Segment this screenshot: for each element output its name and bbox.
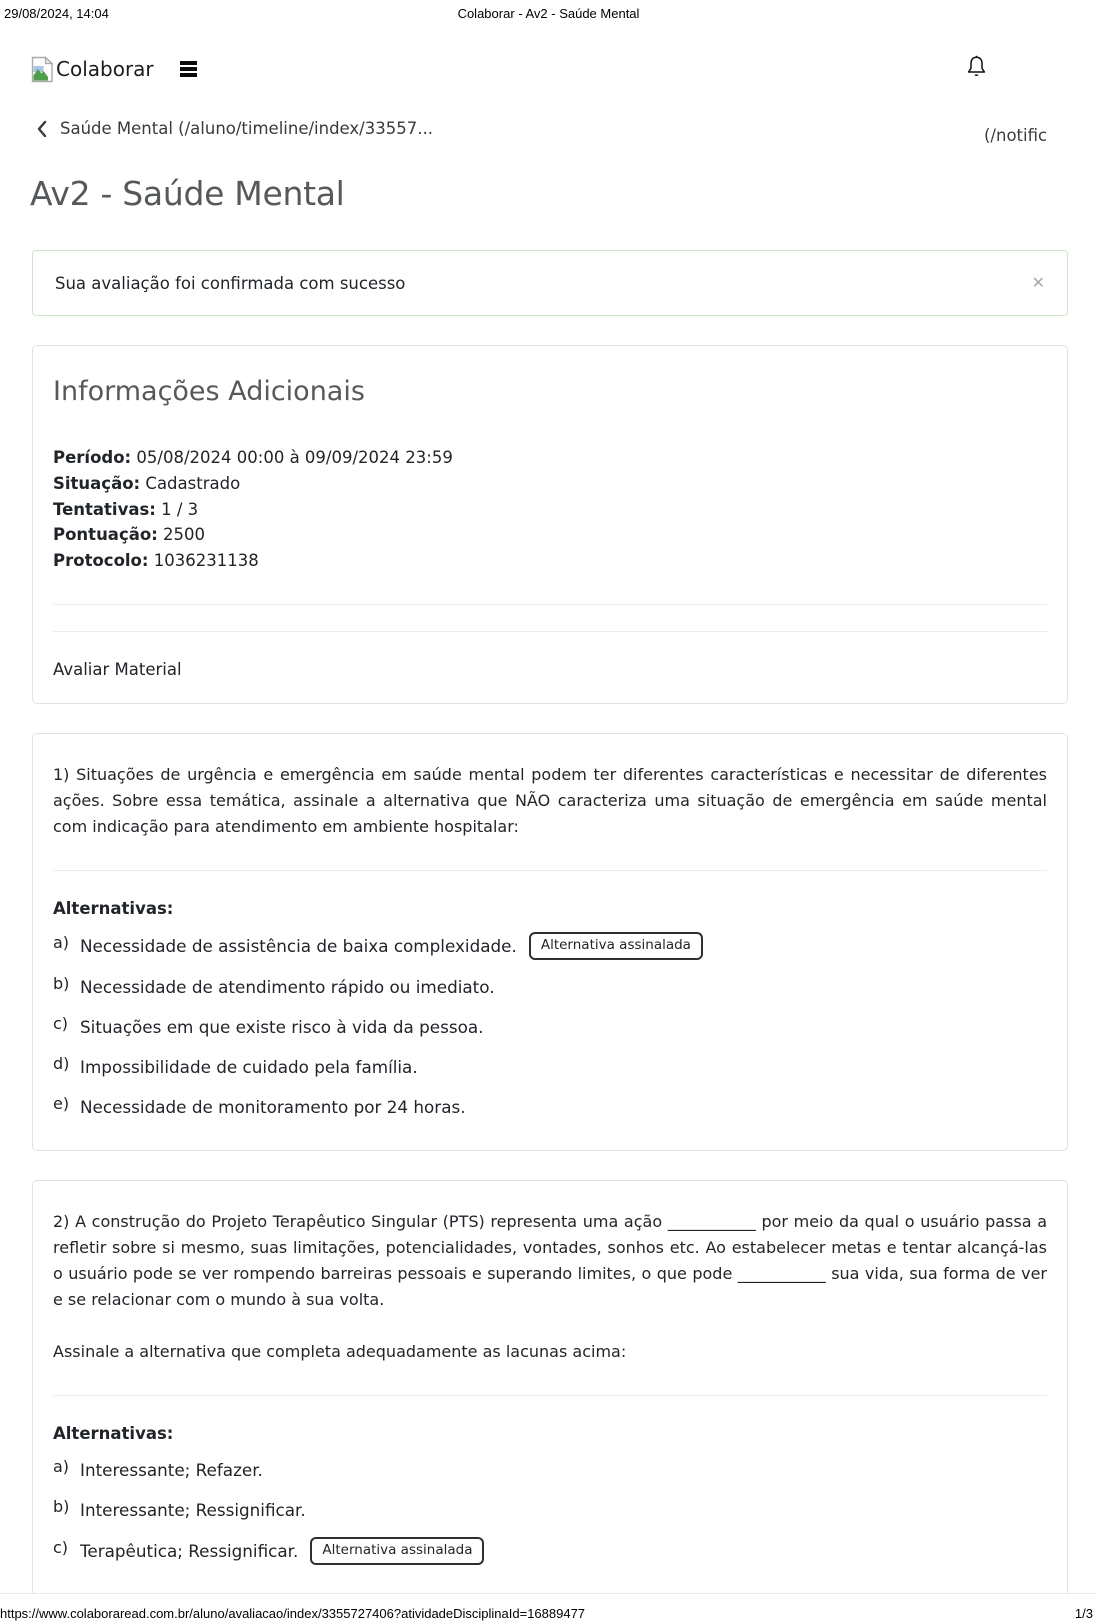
question-2-card (32, 1180, 1068, 1593)
navbar (30, 52, 1069, 86)
page-title: Av2 - Saúde Mental (30, 174, 345, 213)
option-letter: a) (53, 933, 70, 953)
option-text: Terapêutica; Ressignificar. (80, 1540, 299, 1561)
notification-link-href: (/notific (984, 126, 1048, 145)
info-field-pontuacao (53, 522, 1047, 548)
option-text: Necessidade de assistência de baixa complexidade. (80, 935, 517, 956)
info-field-periodo (53, 445, 1047, 471)
option-letter: d) (53, 1054, 70, 1074)
divider (53, 631, 1047, 632)
additional-info-panel (32, 345, 1068, 704)
option-c (53, 1014, 1047, 1040)
option-b (53, 974, 1047, 1000)
option-a (53, 932, 1047, 960)
field-label: Tentativas: (53, 499, 156, 519)
info-fields (53, 445, 1047, 574)
print-footer-url: https://www.colaboraread.com.br/aluno/avaliacao/index/3355727406?atividadeDisciplinaId=16889477 (0, 1606, 586, 1621)
question-1-options (53, 932, 1047, 1120)
option-letter: b) (53, 1497, 70, 1517)
question-1-card (32, 733, 1068, 1151)
option-c (53, 1537, 1047, 1565)
option-letter: c) (53, 1538, 69, 1558)
chevron-left-icon (36, 120, 60, 138)
avaliar-material-link[interactable]: Avaliar Material (53, 659, 182, 679)
field-value: 2500 (163, 525, 206, 545)
divider (53, 604, 1047, 605)
field-label: Período: (53, 448, 132, 467)
option-text: Interessante; Refazer. (80, 1459, 263, 1480)
field-label: Pontuação: (53, 525, 158, 545)
field-value: 1036231138 (153, 551, 259, 571)
field-value: 05/08/2024 00:00 à 09/09/2024 23:59 (136, 448, 453, 467)
main-content (32, 250, 1068, 1593)
field-value: Cadastrado (145, 473, 241, 493)
broken-image-icon (30, 56, 54, 83)
option-d (53, 1054, 1047, 1080)
field-label: Situação: (53, 473, 141, 493)
divider (53, 870, 1047, 871)
selected-answer-badge: Alternativa assinalada (529, 932, 703, 960)
notifications-button[interactable] (966, 54, 987, 83)
option-text: Necessidade de atendimento rápido ou imediato. (80, 976, 495, 997)
option-a (53, 1457, 1047, 1483)
option-text: Interessante; Ressignificar. (80, 1499, 306, 1520)
alert-message: Sua avaliação foi confirmada com sucesso (55, 273, 406, 293)
option-e (53, 1094, 1047, 1120)
page-cut-line (0, 1593, 1097, 1594)
option-letter: c) (53, 1014, 69, 1034)
question-1-text: 1) Situações de urgência e emergência em saúde mental podem ter diferentes características e necessitar de diferentes ações. Sobre essa temática, assinale a alternativa que NÃO caracteriza uma situação de emergência em saúde mental com indicação para atendimento em ambiente hospitalar: (53, 764, 1047, 836)
logo-text: Colaborar (56, 57, 154, 81)
field-label: Protocolo: (53, 551, 149, 571)
option-b (53, 1497, 1047, 1523)
field-value: 1 / 3 (161, 499, 199, 519)
info-field-situacao (53, 471, 1047, 497)
option-text: Necessidade de monitoramento por 24 horas. (80, 1096, 466, 1117)
print-doc-title: Colaborar - Av2 - Saúde Mental (457, 6, 640, 21)
alternatives-label: Alternativas: (53, 1423, 174, 1443)
print-datetime: 29/08/2024, 14:04 (4, 6, 109, 21)
info-field-tentativas (53, 497, 1047, 523)
question-2-text: 2) A construção do Projeto Terapêutico Singular (PTS) representa uma ação ___________ por meio da qual o usuário passa a refletir sobre si mesmo, suas limitações, potencialidades, vontades, sonhos etc. Ao estabelecer metas e tentar alcançá-las o usuário pode se ver rompendo barreiras pessoais e superando limites, o que pode ___________ sua vida, sua forma de ver e se relacionar com o mundo à sua volta. (53, 1211, 1047, 1309)
success-alert (32, 250, 1068, 316)
option-text: Impossibilidade de cuidado pela família. (80, 1056, 418, 1077)
info-panel-title: Informações Adicionais (53, 376, 365, 407)
question-2-options (53, 1457, 1047, 1565)
divider (53, 1395, 1047, 1396)
option-letter: b) (53, 974, 70, 994)
info-field-protocolo (53, 548, 1047, 574)
breadcrumb[interactable] (36, 119, 433, 138)
selected-answer-badge: Alternativa assinalada (310, 1537, 484, 1565)
hamburger-menu-icon[interactable] (180, 59, 197, 78)
option-letter: a) (53, 1457, 70, 1477)
question-2-prompt: Assinale a alternativa que completa adequadamente as lacunas acima: (53, 1341, 627, 1361)
breadcrumb-label: Saúde Mental (/aluno/timeline/index/33557... (60, 119, 433, 138)
alternatives-label: Alternativas: (53, 898, 174, 918)
logo[interactable] (30, 56, 154, 83)
print-footer-page-number: 1/3 (1074, 1606, 1093, 1621)
bell-icon (966, 54, 987, 79)
option-text: Situações em que existe risco à vida da pessoa. (80, 1016, 484, 1037)
option-letter: e) (53, 1094, 70, 1114)
close-icon[interactable]: ✕ (1031, 273, 1045, 292)
